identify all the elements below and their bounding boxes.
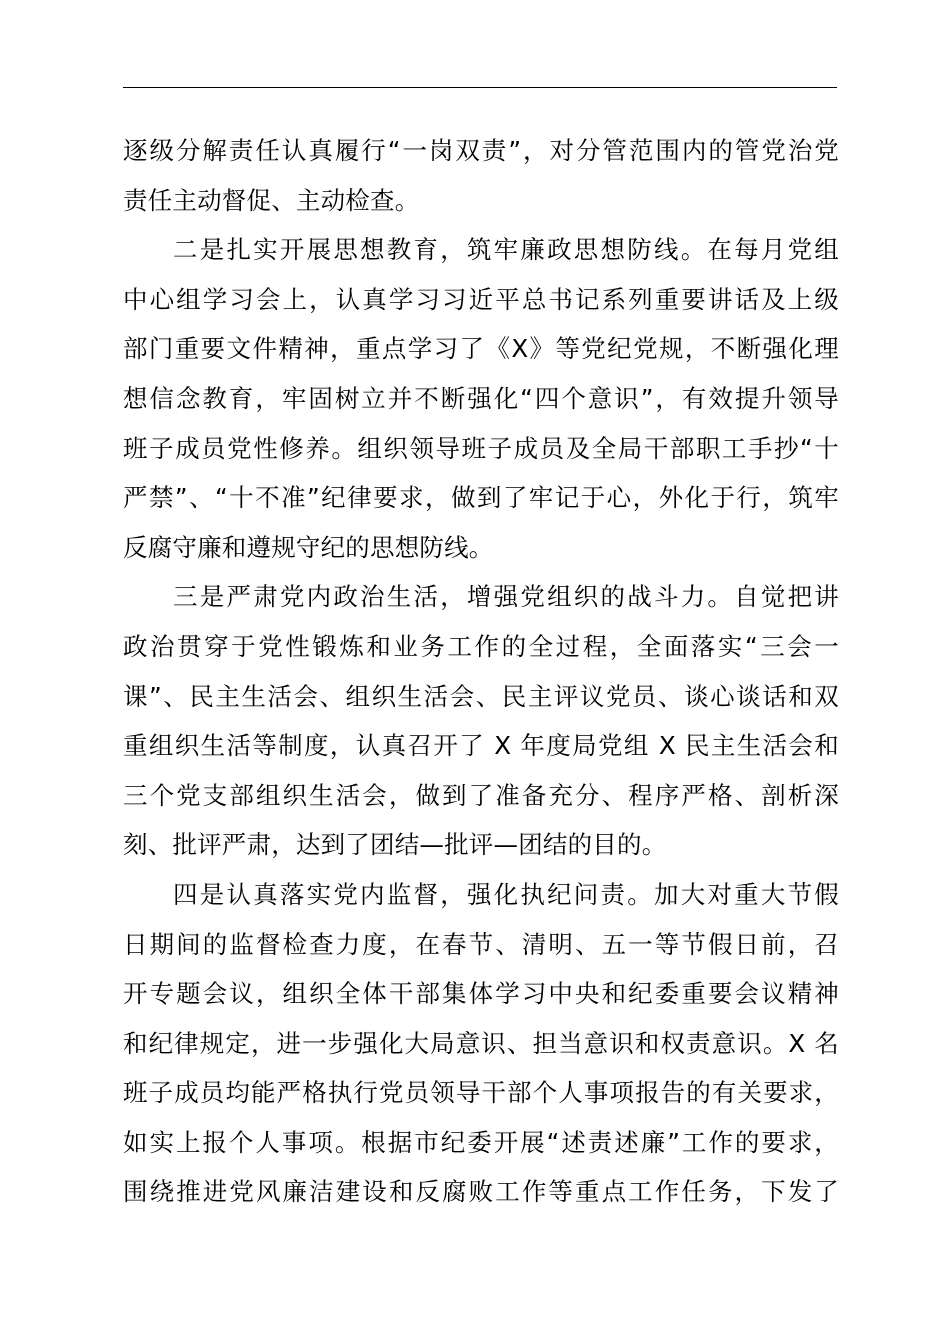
header-rule [123,87,837,88]
paragraph-line: 中心组学习会上，认真学习习近平总书记系列重要讲话及上级 [123,284,839,314]
paragraph-line: 想信念教育，牢固树立并不断强化“四个意识”，有效提升领导 [123,383,839,413]
body-text [123,126,839,1217]
paragraph-line: 如实上报个人事项。根据市纪委开展“述责述廉”工作的要求， [123,1127,839,1157]
paragraph-line: 反腐守廉和遵规守纪的思想防线。 [123,532,494,562]
paragraph-line: 严禁”、“十不准”纪律要求，做到了牢记于心，外化于行，筑牢 [123,483,839,513]
paragraph-line: 二是扎实开展思想教育，筑牢廉政思想防线。在每月党组 [173,235,839,265]
paragraph-line: 逐级分解责任认真履行“一岗双责”，对分管范围内的管党治党 [123,136,839,165]
paragraph-line: 责任主动督促、主动检查。 [123,185,420,215]
paragraph-line: 三是严肃党内政治生活，增强党组织的战斗力。自觉把讲 [173,582,839,612]
paragraph-line: 部门重要文件精神，重点学习了《X》等党纪党规，不断强化理 [123,334,839,364]
paragraph-line: 四是认真落实党内监督，强化执纪问责。加大对重大节假 [173,879,839,909]
paragraph-line: 课”、民主生活会、组织生活会、民主评议党员、谈心谈话和双 [123,681,839,711]
paragraph-line: 围绕推进党风廉洁建设和反腐败工作等重点工作任务，下发了 [123,1177,839,1207]
paragraph-line: 政治贯穿于党性锻炼和业务工作的全过程，全面落实“三会一 [123,631,839,661]
paragraph-line: 班子成员党性修养。组织领导班子成员及全局干部职工手抄“十 [123,433,839,463]
paragraph-line: 开专题会议，组织全体干部集体学习中央和纪委重要会议精神 [123,979,839,1009]
paragraph-line: 和纪律规定，进一步强化大局意识、担当意识和权责意识。X 名 [123,1028,839,1058]
paragraph-line: 刻、批评严肃，达到了团结—批评—团结的目的。 [123,830,667,860]
paragraph-line: 三个党支部组织生活会，做到了准备充分、程序严格、剖析深 [123,780,839,810]
paragraph-line: 班子成员均能严格执行党员领导干部个人事项报告的有关要求， [123,1078,839,1108]
paragraph-line: 重组织生活等制度，认真召开了 X 年度局党组 X 民主生活会和 [123,731,839,761]
paragraph-line: 日期间的监督检查力度，在春节、清明、五一等节假日前，召 [123,929,839,959]
